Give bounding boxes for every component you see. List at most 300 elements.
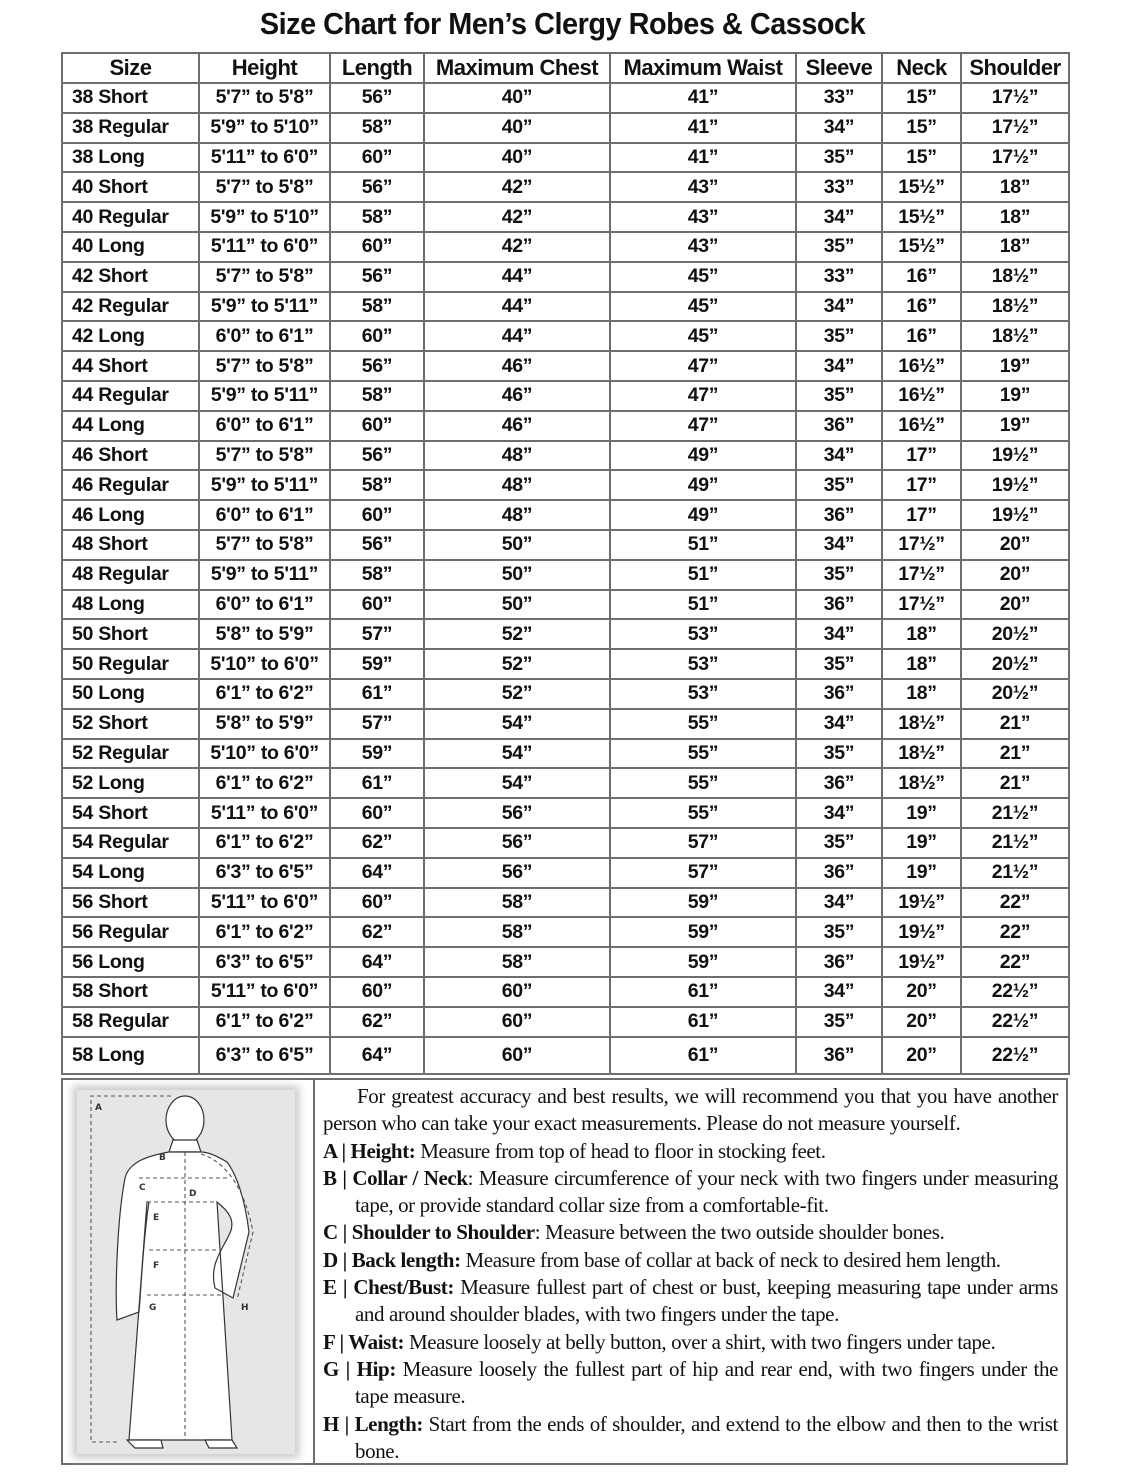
cell-length: 60” <box>330 500 424 530</box>
cell-sleeve: 33” <box>796 172 882 202</box>
cell-length: 62” <box>330 1007 424 1037</box>
table-row <box>62 560 1069 590</box>
instruction-item <box>323 1138 1058 1165</box>
cell-neck: 19” <box>882 828 961 858</box>
table-row <box>62 768 1069 798</box>
table-row <box>62 232 1069 262</box>
cell-size: 38 Long <box>62 143 199 173</box>
figure-cell <box>63 1080 315 1463</box>
cell-shoulder: 20½” <box>961 619 1069 649</box>
instruction-key: C | <box>323 1220 352 1245</box>
table-row <box>62 83 1069 113</box>
cell-size: 42 Short <box>62 262 199 292</box>
cell-maximum-chest: 52” <box>424 619 610 649</box>
table-row <box>62 649 1069 679</box>
cell-shoulder: 21” <box>961 739 1069 769</box>
instruction-item <box>323 1356 1058 1411</box>
cell-size: 52 Short <box>62 709 199 739</box>
cell-maximum-waist: 55” <box>610 739 796 769</box>
cell-shoulder: 18½” <box>961 292 1069 322</box>
cell-height: 6'0” to 6'1” <box>199 411 330 441</box>
cell-neck: 18½” <box>882 709 961 739</box>
cell-maximum-chest: 52” <box>424 649 610 679</box>
cell-maximum-waist: 51” <box>610 560 796 590</box>
cell-length: 61” <box>330 768 424 798</box>
instruction-key: H | <box>323 1411 355 1436</box>
cell-maximum-waist: 49” <box>610 500 796 530</box>
cell-height: 5'9” to 5'11” <box>199 381 330 411</box>
cell-maximum-waist: 47” <box>610 411 796 441</box>
cell-sleeve: 36” <box>796 858 882 888</box>
cell-maximum-waist: 41” <box>610 83 796 113</box>
cell-maximum-chest: 56” <box>424 828 610 858</box>
cell-size: 56 Long <box>62 947 199 977</box>
cell-shoulder: 19½” <box>961 470 1069 500</box>
cell-shoulder: 17½” <box>961 113 1069 143</box>
table-row <box>62 947 1069 977</box>
header-size: Size <box>62 53 199 83</box>
cell-neck: 20” <box>882 1037 961 1074</box>
table-row <box>62 1007 1069 1037</box>
robe-figure-icon <box>77 1090 295 1454</box>
cell-sleeve: 35” <box>796 381 882 411</box>
cell-shoulder: 18½” <box>961 262 1069 292</box>
cell-sleeve: 34” <box>796 619 882 649</box>
cell-maximum-chest: 40” <box>424 143 610 173</box>
cell-sleeve: 35” <box>796 560 882 590</box>
cell-sleeve: 34” <box>796 351 882 381</box>
cell-size: 50 Short <box>62 619 199 649</box>
table-row <box>62 828 1069 858</box>
cell-sleeve: 34” <box>796 798 882 828</box>
cell-height: 5'7” to 5'8” <box>199 172 330 202</box>
cell-sleeve: 35” <box>796 143 882 173</box>
cell-neck: 16” <box>882 292 961 322</box>
cell-shoulder: 19” <box>961 411 1069 441</box>
table-row <box>62 470 1069 500</box>
cell-shoulder: 18” <box>961 202 1069 232</box>
header-neck: Neck <box>882 53 961 83</box>
cell-height: 6'0” to 6'1” <box>199 321 330 351</box>
cell-maximum-chest: 42” <box>424 202 610 232</box>
table-row <box>62 590 1069 620</box>
cell-length: 58” <box>330 470 424 500</box>
table-row <box>62 411 1069 441</box>
cell-neck: 17½” <box>882 530 961 560</box>
instruction-item <box>323 1247 1058 1274</box>
cell-maximum-chest: 60” <box>424 1037 610 1074</box>
cell-sleeve: 34” <box>796 113 882 143</box>
cell-height: 5'8” to 5'9” <box>199 619 330 649</box>
cell-height: 5'7” to 5'8” <box>199 83 330 113</box>
cell-maximum-chest: 48” <box>424 441 610 471</box>
cell-maximum-chest: 50” <box>424 590 610 620</box>
cell-height: 5'11” to 6'0” <box>199 977 330 1007</box>
cell-maximum-waist: 61” <box>610 1007 796 1037</box>
diagram-label-f: F <box>153 1261 160 1271</box>
instruction-key: B | <box>323 1165 353 1190</box>
cell-size: 56 Regular <box>62 917 199 947</box>
cell-height: 5'11” to 6'0” <box>199 798 330 828</box>
cell-shoulder: 21½” <box>961 798 1069 828</box>
cell-length: 57” <box>330 709 424 739</box>
cell-length: 62” <box>330 828 424 858</box>
measurement-instructions <box>315 1080 1066 1463</box>
cell-sleeve: 35” <box>796 321 882 351</box>
instruction-list <box>323 1138 1058 1466</box>
cell-sleeve: 36” <box>796 411 882 441</box>
cell-maximum-chest: 58” <box>424 888 610 918</box>
cell-neck: 17” <box>882 470 961 500</box>
cell-shoulder: 19½” <box>961 500 1069 530</box>
cell-neck: 19½” <box>882 917 961 947</box>
cell-size: 46 Regular <box>62 470 199 500</box>
cell-maximum-waist: 49” <box>610 470 796 500</box>
cell-length: 64” <box>330 858 424 888</box>
cell-shoulder: 20½” <box>961 649 1069 679</box>
instruction-key: G | <box>323 1356 357 1381</box>
cell-neck: 15” <box>882 113 961 143</box>
cell-neck: 15” <box>882 143 961 173</box>
instruction-label: Length: <box>354 1411 423 1436</box>
cell-size: 42 Regular <box>62 292 199 322</box>
cell-neck: 15” <box>882 83 961 113</box>
cell-maximum-waist: 51” <box>610 530 796 560</box>
cell-length: 60” <box>330 411 424 441</box>
table-row <box>62 858 1069 888</box>
cell-height: 5'7” to 5'8” <box>199 530 330 560</box>
cell-neck: 18” <box>882 679 961 709</box>
cell-neck: 18½” <box>882 739 961 769</box>
table-row <box>62 709 1069 739</box>
intro-text: For greatest accuracy and best results, we will recommend you that you have another person who can take your exact measurements. Please do not measure yourself. <box>323 1084 1058 1136</box>
header-length: Length <box>330 53 424 83</box>
cell-maximum-waist: 43” <box>610 232 796 262</box>
header-shoulder: Shoulder <box>961 53 1069 83</box>
cell-length: 58” <box>330 202 424 232</box>
cell-length: 58” <box>330 292 424 322</box>
table-row <box>62 530 1069 560</box>
cell-size: 48 Long <box>62 590 199 620</box>
cell-size: 44 Short <box>62 351 199 381</box>
cell-neck: 19½” <box>882 888 961 918</box>
cell-maximum-waist: 57” <box>610 858 796 888</box>
cell-height: 5'9” to 5'10” <box>199 202 330 232</box>
cell-maximum-waist: 53” <box>610 619 796 649</box>
cell-size: 58 Short <box>62 977 199 1007</box>
header-maximum-waist: Maximum Waist <box>610 53 796 83</box>
instruction-item <box>323 1219 1058 1246</box>
instruction-label: Hip: <box>356 1356 396 1381</box>
cell-sleeve: 36” <box>796 500 882 530</box>
cell-shoulder: 17½” <box>961 143 1069 173</box>
cell-height: 6'1” to 6'2” <box>199 1007 330 1037</box>
cell-maximum-waist: 53” <box>610 649 796 679</box>
cell-neck: 17” <box>882 500 961 530</box>
cell-neck: 16” <box>882 321 961 351</box>
cell-size: 50 Regular <box>62 649 199 679</box>
cell-maximum-waist: 41” <box>610 143 796 173</box>
cell-maximum-waist: 59” <box>610 917 796 947</box>
cell-shoulder: 17½” <box>961 83 1069 113</box>
cell-length: 56” <box>330 83 424 113</box>
cell-maximum-waist: 57” <box>610 828 796 858</box>
cell-maximum-waist: 55” <box>610 798 796 828</box>
cell-maximum-chest: 60” <box>424 1007 610 1037</box>
instruction-item <box>323 1165 1058 1220</box>
cell-maximum-chest: 46” <box>424 411 610 441</box>
cell-maximum-waist: 47” <box>610 381 796 411</box>
cell-sleeve: 35” <box>796 739 882 769</box>
cell-height: 6'3” to 6'5” <box>199 1037 330 1074</box>
cell-neck: 17½” <box>882 590 961 620</box>
cell-maximum-chest: 44” <box>424 262 610 292</box>
cell-neck: 15½” <box>882 202 961 232</box>
cell-height: 5'9” to 5'11” <box>199 292 330 322</box>
cell-sleeve: 34” <box>796 292 882 322</box>
cell-size: 46 Short <box>62 441 199 471</box>
cell-shoulder: 18” <box>961 232 1069 262</box>
diagram-label-b: B <box>159 1153 166 1163</box>
cell-sleeve: 34” <box>796 441 882 471</box>
cell-size: 48 Short <box>62 530 199 560</box>
cell-size: 46 Long <box>62 500 199 530</box>
cell-neck: 18” <box>882 619 961 649</box>
cell-maximum-waist: 47” <box>610 351 796 381</box>
cell-neck: 16” <box>882 262 961 292</box>
cell-maximum-chest: 52” <box>424 679 610 709</box>
table-header-row <box>62 53 1069 83</box>
cell-sleeve: 34” <box>796 888 882 918</box>
instruction-item <box>323 1274 1058 1329</box>
size-chart-table <box>61 52 1070 1075</box>
cell-sleeve: 35” <box>796 470 882 500</box>
table-row <box>62 172 1069 202</box>
cell-size: 40 Short <box>62 172 199 202</box>
cell-length: 62” <box>330 917 424 947</box>
cell-height: 6'1” to 6'2” <box>199 917 330 947</box>
cell-neck: 17” <box>882 441 961 471</box>
cell-maximum-waist: 43” <box>610 172 796 202</box>
cell-height: 5'9” to 5'10” <box>199 113 330 143</box>
cell-neck: 15½” <box>882 172 961 202</box>
instruction-label: Back length: <box>351 1247 461 1272</box>
cell-maximum-waist: 51” <box>610 590 796 620</box>
header-maximum-chest: Maximum Chest <box>424 53 610 83</box>
diagram-label-e: E <box>153 1213 160 1223</box>
cell-size: 54 Long <box>62 858 199 888</box>
cell-size: 54 Regular <box>62 828 199 858</box>
cell-shoulder: 20½” <box>961 679 1069 709</box>
cell-length: 56” <box>330 441 424 471</box>
table-row <box>62 321 1069 351</box>
cell-size: 42 Long <box>62 321 199 351</box>
table-row <box>62 113 1069 143</box>
cell-height: 6'3” to 6'5” <box>199 858 330 888</box>
instruction-text: Start from the ends of shoulder, and extend to the elbow and then to the wrist bone. <box>355 1411 1058 1463</box>
table-row <box>62 381 1069 411</box>
cell-maximum-waist: 45” <box>610 292 796 322</box>
cell-sleeve: 35” <box>796 917 882 947</box>
cell-length: 64” <box>330 1037 424 1074</box>
cell-sleeve: 35” <box>796 828 882 858</box>
cell-length: 56” <box>330 172 424 202</box>
cell-size: 52 Regular <box>62 739 199 769</box>
cell-sleeve: 34” <box>796 977 882 1007</box>
instruction-item <box>323 1329 1058 1356</box>
diagram-label-g: G <box>149 1303 157 1313</box>
cell-size: 48 Regular <box>62 560 199 590</box>
page-title: Size Chart for Men’s Clergy Robes & Cassock <box>259 6 866 41</box>
cell-neck: 16½” <box>882 411 961 441</box>
cell-maximum-waist: 55” <box>610 768 796 798</box>
cell-maximum-waist: 43” <box>610 202 796 232</box>
cell-size: 54 Short <box>62 798 199 828</box>
cell-sleeve: 34” <box>796 709 882 739</box>
cell-shoulder: 22½” <box>961 1007 1069 1037</box>
table-row <box>62 888 1069 918</box>
cell-height: 5'11” to 6'0” <box>199 888 330 918</box>
cell-length: 59” <box>330 649 424 679</box>
cell-maximum-chest: 56” <box>424 798 610 828</box>
cell-sleeve: 36” <box>796 1037 882 1074</box>
table-row <box>62 619 1069 649</box>
table-row <box>62 202 1069 232</box>
cell-maximum-waist: 45” <box>610 262 796 292</box>
cell-maximum-chest: 44” <box>424 292 610 322</box>
instruction-label: Chest/Bust: <box>353 1275 454 1300</box>
cell-length: 64” <box>330 947 424 977</box>
cell-height: 6'1” to 6'2” <box>199 828 330 858</box>
cell-length: 60” <box>330 143 424 173</box>
header-height: Height <box>199 53 330 83</box>
cell-maximum-waist: 59” <box>610 888 796 918</box>
cell-shoulder: 20” <box>961 560 1069 590</box>
cell-height: 6'0” to 6'1” <box>199 590 330 620</box>
cell-maximum-chest: 42” <box>424 172 610 202</box>
cell-shoulder: 20” <box>961 590 1069 620</box>
cell-maximum-waist: 45” <box>610 321 796 351</box>
cell-shoulder: 18” <box>961 172 1069 202</box>
cell-maximum-chest: 58” <box>424 917 610 947</box>
table-row <box>62 739 1069 769</box>
cell-shoulder: 22” <box>961 917 1069 947</box>
cell-neck: 19” <box>882 858 961 888</box>
cell-maximum-waist: 53” <box>610 679 796 709</box>
instruction-text: Measure from top of head to floor in stocking feet. <box>415 1138 826 1163</box>
cell-height: 6'3” to 6'5” <box>199 947 330 977</box>
table-row <box>62 977 1069 1007</box>
instruction-key: F | <box>323 1329 349 1354</box>
cell-neck: 16½” <box>882 351 961 381</box>
cell-sleeve: 36” <box>796 947 882 977</box>
cell-height: 5'7” to 5'8” <box>199 441 330 471</box>
cell-height: 5'9” to 5'11” <box>199 560 330 590</box>
instruction-text: Measure loosely at belly button, over a shirt, with two fingers under tape. <box>404 1329 996 1354</box>
cell-maximum-waist: 41” <box>610 113 796 143</box>
cell-maximum-chest: 50” <box>424 560 610 590</box>
instruction-item <box>323 1411 1058 1466</box>
instruction-text: Measure fullest part of chest or bust, keeping measuring tape under arms and around shoulder blades, with two fingers under the tape. <box>355 1275 1058 1327</box>
cell-shoulder: 21” <box>961 768 1069 798</box>
table-row <box>62 679 1069 709</box>
cell-maximum-chest: 60” <box>424 977 610 1007</box>
cell-length: 60” <box>330 977 424 1007</box>
cell-maximum-waist: 61” <box>610 1037 796 1074</box>
diagram-label-a: A <box>95 1103 102 1113</box>
diagram-label-d: D <box>189 1189 197 1199</box>
cell-size: 38 Regular <box>62 113 199 143</box>
instruction-text: Measure from base of collar at back of neck to desired hem length. <box>460 1247 1001 1272</box>
instruction-key: E | <box>323 1275 354 1300</box>
cell-length: 60” <box>330 798 424 828</box>
cell-size: 40 Long <box>62 232 199 262</box>
measurement-guide <box>61 1078 1068 1465</box>
cell-height: 5'11” to 6'0” <box>199 143 330 173</box>
instruction-text: : Measure circumference of your neck with two fingers under measuring tape, or provide standard collar size from a comfortable-fit. <box>355 1165 1058 1218</box>
cell-shoulder: 21½” <box>961 858 1069 888</box>
cell-size: 58 Regular <box>62 1007 199 1037</box>
cell-maximum-chest: 54” <box>424 709 610 739</box>
cell-sleeve: 36” <box>796 590 882 620</box>
table-row <box>62 262 1069 292</box>
instruction-text: Measure loosely the fullest part of hip and rear end, with two fingers under the tape measure. <box>355 1356 1059 1409</box>
table-row <box>62 441 1069 471</box>
cell-sleeve: 33” <box>796 262 882 292</box>
table-row <box>62 798 1069 828</box>
cell-shoulder: 19” <box>961 381 1069 411</box>
cell-length: 60” <box>330 590 424 620</box>
cell-maximum-chest: 58” <box>424 947 610 977</box>
cell-length: 56” <box>330 351 424 381</box>
cell-sleeve: 35” <box>796 1007 882 1037</box>
cell-maximum-chest: 46” <box>424 381 610 411</box>
cell-maximum-chest: 50” <box>424 530 610 560</box>
cell-height: 5'11” to 6'0” <box>199 232 330 262</box>
header-sleeve: Sleeve <box>796 53 882 83</box>
cell-shoulder: 21” <box>961 709 1069 739</box>
cell-height: 5'7” to 5'8” <box>199 262 330 292</box>
instruction-label: Collar / Neck <box>352 1165 468 1190</box>
instruction-text: : Measure between the two outside shoulder bones. <box>534 1220 945 1245</box>
cell-height: 6'1” to 6'2” <box>199 679 330 709</box>
cell-maximum-chest: 40” <box>424 83 610 113</box>
cell-length: 57” <box>330 619 424 649</box>
cell-shoulder: 20” <box>961 530 1069 560</box>
cell-maximum-chest: 48” <box>424 500 610 530</box>
instruction-key: A | <box>323 1138 351 1163</box>
cell-height: 5'10” to 6'0” <box>199 649 330 679</box>
cell-height: 6'1” to 6'2” <box>199 768 330 798</box>
cell-length: 61” <box>330 679 424 709</box>
cell-height: 5'7” to 5'8” <box>199 351 330 381</box>
cell-size: 40 Regular <box>62 202 199 232</box>
cell-maximum-chest: 42” <box>424 232 610 262</box>
cell-height: 5'9” to 5'11” <box>199 470 330 500</box>
cell-maximum-chest: 54” <box>424 739 610 769</box>
cell-maximum-chest: 48” <box>424 470 610 500</box>
cell-maximum-waist: 55” <box>610 709 796 739</box>
instruction-label: Shoulder to Shoulder <box>351 1220 535 1245</box>
cell-sleeve: 36” <box>796 679 882 709</box>
cell-neck: 17½” <box>882 560 961 590</box>
cell-neck: 19” <box>882 798 961 828</box>
cell-neck: 20” <box>882 977 961 1007</box>
cell-maximum-waist: 49” <box>610 441 796 471</box>
cell-size: 44 Long <box>62 411 199 441</box>
table-row <box>62 500 1069 530</box>
cell-height: 6'0” to 6'1” <box>199 500 330 530</box>
